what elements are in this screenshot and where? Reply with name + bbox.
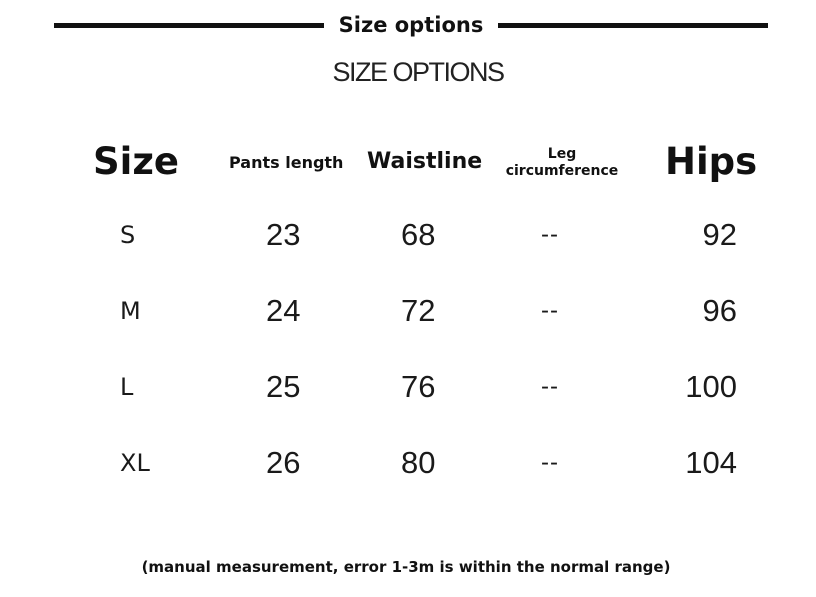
cell-leg-circumference: --	[541, 297, 559, 324]
header-size: Size	[93, 140, 179, 183]
cell-leg-circumference: --	[541, 221, 559, 248]
table-row	[0, 367, 816, 407]
table-row	[0, 291, 816, 331]
header-pants-length: Pants length	[229, 153, 344, 172]
cell-pants-length: 23	[266, 217, 301, 252]
cell-pants-length: 24	[266, 293, 301, 328]
cell-waistline: 80	[401, 445, 436, 480]
table-row	[0, 215, 816, 255]
measurement-footnote: (manual measurement, error 1-3m is within the normal range)	[141, 558, 671, 576]
header-waistline: Waistline	[367, 149, 483, 174]
banner-title: Size options	[338, 13, 484, 37]
cell-waistline: 76	[401, 369, 436, 404]
cell-hips: 96	[702, 293, 737, 328]
cell-pants-length: 25	[266, 369, 301, 404]
cell-size: XL	[120, 449, 150, 477]
cell-leg-circumference: --	[541, 373, 559, 400]
header-hips: Hips	[665, 140, 758, 183]
cell-leg-circumference: --	[541, 449, 559, 476]
header-leg-circumference: Leg circumference	[505, 146, 619, 179]
cell-size: S	[120, 221, 136, 249]
cell-hips: 92	[702, 217, 737, 252]
cell-waistline: 68	[401, 217, 436, 252]
cell-hips: 100	[685, 369, 737, 404]
cell-pants-length: 26	[266, 445, 301, 480]
page-subtitle: SIZE OPTIONS	[332, 57, 504, 87]
cell-size: M	[120, 297, 141, 325]
cell-waistline: 72	[401, 293, 436, 328]
cell-hips: 104	[685, 445, 737, 480]
table-row	[0, 443, 816, 483]
cell-size: L	[120, 373, 134, 401]
